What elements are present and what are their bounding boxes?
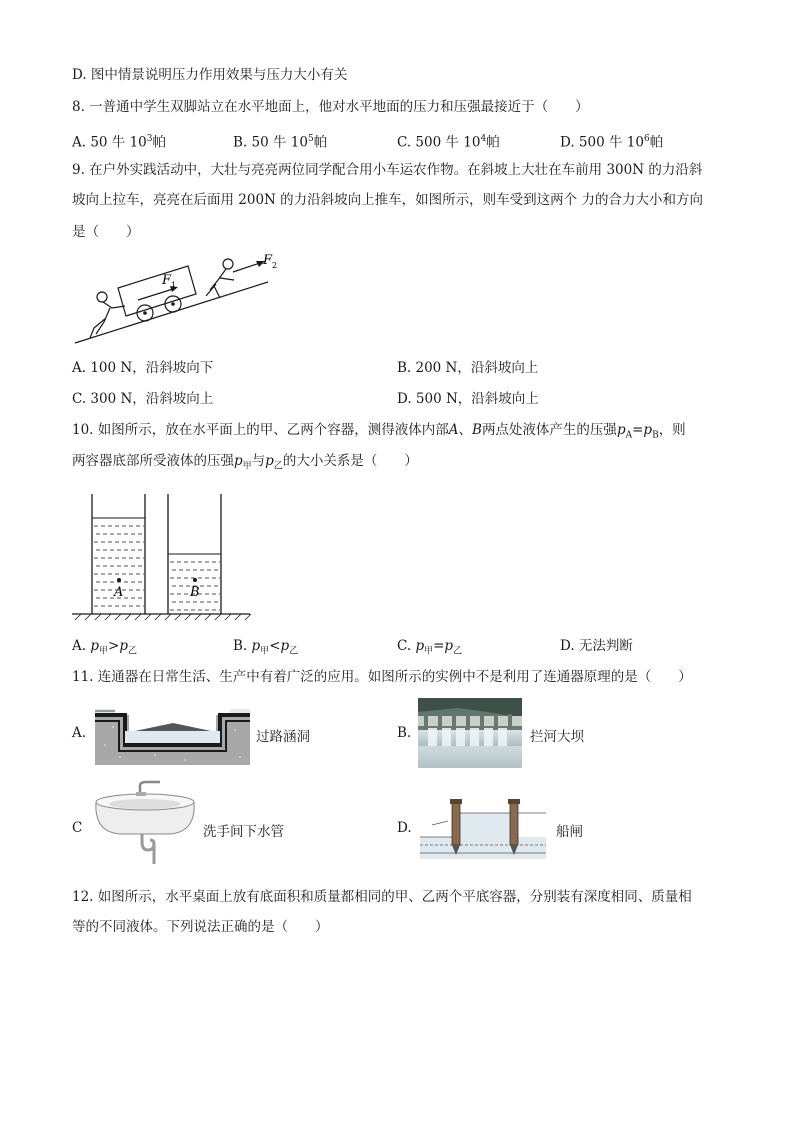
- q9-option-a: A. 100 N，沿斜坡向下: [72, 360, 214, 376]
- q11-sink-figure: [90, 780, 200, 870]
- q9-option-c: C. 300 N，沿斜坡向上: [72, 391, 214, 407]
- q10-point-b-label: B: [190, 585, 200, 600]
- q9-f2-sub: 2: [272, 261, 278, 270]
- q10-stem-line2: 两容器底部所受液体的压强$p_甲$与$p_乙$的大小关系是（ ）: [72, 453, 418, 472]
- q10-stem-line1: 10. 如图所示，放在水平面上的甲、乙两个容器，测得液体内部A、B两点处液体产生的压强$p_A=p_B$，则: [72, 422, 686, 441]
- q11-option-d-label: 船闸: [556, 824, 583, 840]
- q9-stem-line1: 9. 在户外实践活动中，大壮与亮亮两位同学配合用小车运农作物。在斜坡上大壮在车前用 300N 的力沿斜: [72, 162, 703, 178]
- q11-option-c-label: 洗手间下水管: [203, 824, 284, 840]
- q9-stem-line2: 坡向上拉车，亮亮在后面用 200N 的力沿斜坡向上推车，如图所示，则车受到这两个 力的合力大小和方向: [72, 192, 703, 208]
- q9-option-d: D. 500 N，沿斜坡向上: [397, 391, 539, 407]
- q8-option-b: B. 50 牛 $10^5$帕: [233, 134, 328, 151]
- q11-option-d-letter: D.: [397, 820, 412, 836]
- q9-f1-label: F: [162, 273, 172, 288]
- q9-option-b: B. 200 N，沿斜坡向上: [397, 360, 539, 376]
- q10-point-a-label: A: [114, 585, 124, 600]
- q11-option-c-letter: C: [72, 820, 83, 836]
- q12-stem-line1: 12. 如图所示，水平桌面上放有底面积和质量都相同的甲、乙两个平底容器，分别装有深度相同、质量相: [72, 889, 692, 905]
- q11-ship-lock-figure: [420, 797, 546, 859]
- q11-option-b-letter: B.: [397, 725, 412, 741]
- q11-culvert-figure: [95, 705, 250, 765]
- q9-slope-cart-figure: [70, 250, 290, 350]
- q8-option-d: D. 500 牛 $10^6$帕: [560, 134, 664, 151]
- q9-stem-line3: 是（ ）: [72, 224, 140, 240]
- q9-f1-sub: 1: [171, 281, 177, 290]
- q10-option-c: C. $p_甲=p_乙$: [397, 638, 463, 657]
- q8-stem: 8. 一普通中学生双脚站立在水平地面上，他对水平地面的压力和压强最接近于（ ）: [72, 99, 589, 115]
- q11-option-a-letter: A.: [72, 725, 87, 741]
- q11-option-a-label: 过路涵洞: [256, 729, 310, 745]
- q9-f2-label: F: [263, 253, 273, 268]
- q10-option-d: D. 无法判断: [560, 638, 633, 654]
- q10-option-a: A. $p_甲>p_乙$: [72, 638, 137, 657]
- q11-stem: 11. 连通器在日常生活、生产中有着广泛的应用。如图所示的实例中不是利用了连通器原理的是（ ）: [72, 669, 692, 685]
- q11-option-b-label: 拦河大坝: [530, 729, 584, 745]
- q10-containers-figure: [70, 492, 255, 622]
- q12-stem-line2: 等的不同液体。下列说法正确的是（ ）: [72, 919, 329, 935]
- q8-option-c: C. 500 牛 $10^4$帕: [397, 134, 500, 151]
- q7-option-d: D. 图中情景说明压力作用效果与压力大小有关: [72, 67, 348, 83]
- q10-option-b: B. $p_甲<p_乙$: [233, 638, 299, 657]
- q11-dam-photo: [418, 698, 522, 768]
- q8-option-a: A. 50 牛 $10^3$帕: [72, 134, 167, 151]
